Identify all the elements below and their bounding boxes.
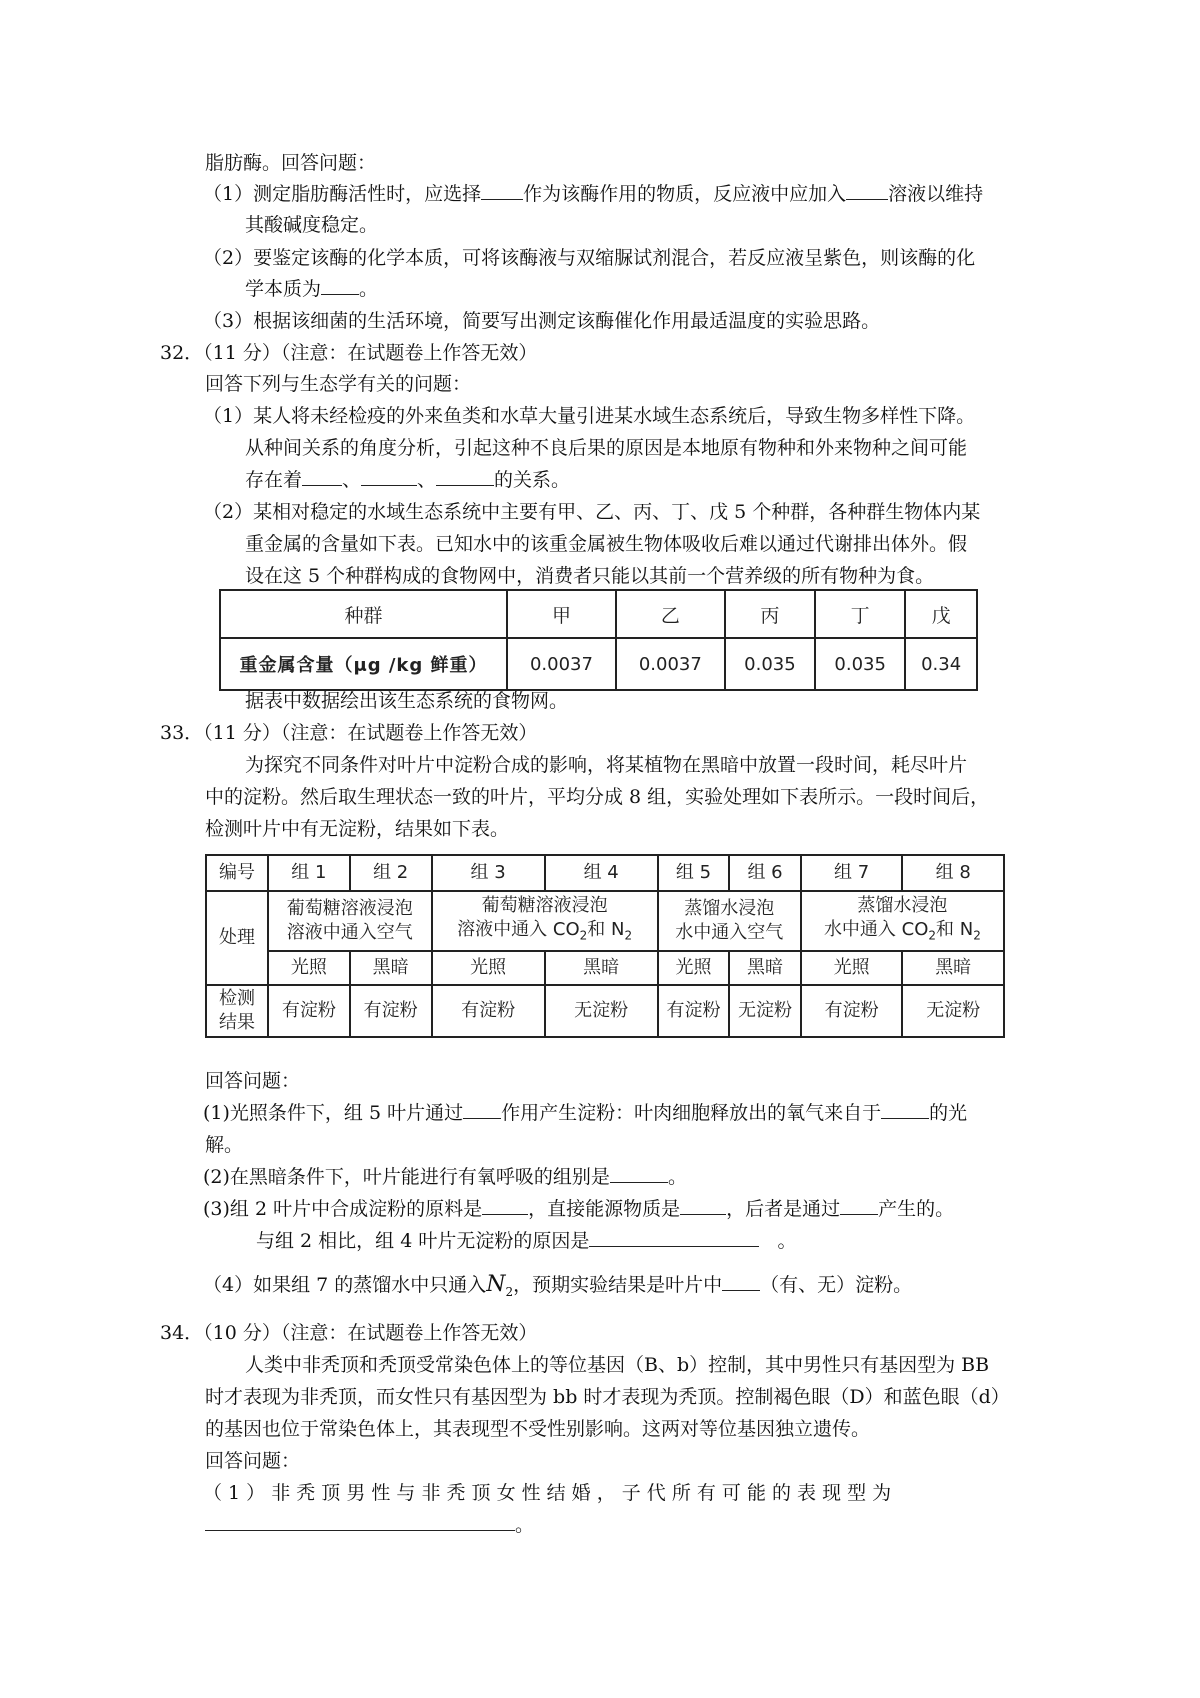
table-cell: 无淀粉 (729, 985, 801, 1037)
answer-blank (881, 1100, 929, 1119)
table-cell: 黑暗 (350, 951, 432, 985)
table-header-cell: 甲 (507, 590, 616, 638)
q31-part2-cont: 学本质为 。 (245, 278, 379, 300)
table-cell: 0.34 (905, 638, 977, 690)
q34-part1: （ 1 ） 非 秃 顶 男 性 与 非 秃 顶 女 性 结 婚 ， 子 代 所 有 可 能 的 表 现 型 为 (203, 1482, 892, 1504)
table-cell: 葡萄糖溶液浸泡 溶液中通入 $CO_2$和 $N_2$ (432, 891, 658, 951)
table-header-cell: 种群 (220, 590, 507, 638)
table-header-cell: 组 4 (545, 855, 658, 891)
table-cell: 葡萄糖溶液浸泡 溶液中通入空气 (268, 891, 432, 951)
answer-blank (302, 467, 342, 486)
table-row-label: 重金属含量（μg /kg 鲜重） (220, 638, 507, 690)
q31-part2: （2）要鉴定该酶的化学本质，可将该酶液与双缩脲试剂混合，若反应液呈紫色，则该酶的化 (203, 247, 976, 269)
table-header-cell: 组 3 (432, 855, 545, 891)
q31-part1: （1）测定脂肪酶活性时，应选择 作为该酶作用的物质，反应液中应加入 溶液以维持 (203, 183, 984, 205)
q33-part3: (3)组 2 叶片中合成淀粉的原料是 ，直接能源物质是 ，后者是通过 产生的。 (203, 1198, 955, 1220)
table-cell: 无淀粉 (902, 985, 1004, 1037)
table-header-cell: 丁 (815, 590, 905, 638)
q32-part2-line3: 设在这 5 个种群构成的食物网中，消费者只能以其前一个营养级的所有物种为食。 (245, 565, 935, 587)
q34-heading: 34．（10 分）（注意：在试题卷上作答无效） (160, 1322, 538, 1344)
table-cell: 有淀粉 (350, 985, 432, 1037)
table-cell: 0.035 (725, 638, 815, 690)
q33-line2: 中的淀粉。然后取生理状态一致的叶片，平均分成 8 组，实验处理如下表所示。一段时间后， (205, 786, 990, 808)
table-cell: 有淀粉 (268, 985, 350, 1037)
intro-tail: 脂肪酶。回答问题： (205, 152, 377, 174)
q33-part1: (1)光照条件下，组 5 叶片通过 作用产生淀粉：叶肉细胞释放出的氧气来自于 的光 (203, 1102, 968, 1124)
q32-part2-line2: 重金属的含量如下表。已知水中的该重金属被生物体吸收后难以通过代谢排出体外。假 (245, 533, 968, 555)
q34-part1-cont: 。 (205, 1512, 534, 1538)
starch-experiment-table (205, 854, 1005, 1038)
table-cell: 光照 (268, 951, 350, 985)
table-header-cell: 乙 (616, 590, 725, 638)
table-cell: 有淀粉 (658, 985, 730, 1037)
table-cell: 无淀粉 (545, 985, 658, 1037)
table-cell: 0.0037 (616, 638, 725, 690)
q34-line2: 时才表现为非秃顶，而女性只有基因型为 bb 时才表现为秃顶。控制褐色眼（D）和蓝色眼（d） (205, 1386, 1010, 1408)
table-cell: 蒸馏水浸泡 水中通入 $CO_2$和 $N_2$ (801, 891, 1004, 951)
table-cell: 黑暗 (729, 951, 801, 985)
table-cell: 蒸馏水浸泡 水中通入空气 (658, 891, 801, 951)
table-cell: 黑暗 (545, 951, 658, 985)
q32-heading: 32．（11 分）（注意：在试题卷上作答无效） (160, 342, 538, 364)
q32-after-table: 据表中数据绘出该生态系统的食物网。 (245, 690, 569, 712)
q33-heading: 33．（11 分）（注意：在试题卷上作答无效） (160, 722, 538, 744)
q32-part1: （1）某人将未经检疫的外来鱼类和水草大量引进某水域生态系统后，导致生物多样性下降。 (203, 405, 976, 427)
table-header-cell: 组 1 (268, 855, 350, 891)
table-cell: 黑暗 (902, 951, 1004, 985)
answer-blank (321, 276, 359, 295)
q34-answer-prompt: 回答问题： (205, 1450, 301, 1472)
table-row-label: 处理 (206, 891, 268, 985)
table-cell: 有淀粉 (432, 985, 545, 1037)
q33-part3-cont: 与组 2 相比，组 4 叶片无淀粉的原因是 。 (256, 1230, 797, 1252)
table-cell: 0.035 (815, 638, 905, 690)
heavy-metal-table (219, 589, 978, 691)
q31-part3: （3）根据该细菌的生活环境，简要写出测定该酶催化作用最适温度的实验思路。 (203, 310, 881, 332)
answer-blank (680, 1196, 726, 1215)
q34-line1: 人类中非秃顶和秃顶受常染色体上的等位基因（B、b）控制，其中男性只有基因型为 BB (245, 1354, 990, 1376)
answer-blank (481, 181, 523, 200)
q32-part2: （2）某相对稳定的水域生态系统中主要有甲、乙、丙、丁、戊 5 个种群，各种群生物体内某 (203, 501, 981, 523)
q33-part1-cont: 解。 (205, 1134, 244, 1156)
table-header-cell: 组 2 (350, 855, 432, 891)
answer-blank (463, 1100, 501, 1119)
q33-answer-prompt: 回答问题： (205, 1070, 301, 1092)
q32-intro: 回答下列与生态学有关的问题： (205, 373, 472, 395)
table-header-cell: 编号 (206, 855, 268, 891)
q33-part2: (2)在黑暗条件下，叶片能进行有氧呼吸的组别是 。 (203, 1166, 687, 1188)
answer-blank (722, 1272, 760, 1291)
table-cell: 0.0037 (507, 638, 616, 690)
table-header-cell: 组 6 (729, 855, 801, 891)
q32-part1-line3: 存在着 、 、 的关系。 (245, 469, 571, 491)
q33-part4: （4）如果组 7 的蒸馏水中只通入$N_2$，预期实验结果是叶片中 （有、无）淀粉。 (203, 1272, 913, 1299)
table-cell: 光照 (658, 951, 730, 985)
q33-line1: 为探究不同条件对叶片中淀粉合成的影响，将某植物在黑暗中放置一段时间，耗尽叶片 (245, 754, 968, 776)
answer-blank (205, 1512, 515, 1531)
q32-part1-line2: 从种间关系的角度分析，引起这种不良后果的原因是本地原有物种和外来物种之间可能 (245, 437, 968, 459)
table-cell: 有淀粉 (801, 985, 903, 1037)
answer-blank (436, 467, 494, 486)
table-header-cell: 组 8 (902, 855, 1004, 891)
table-row-label: 检测 结果 (206, 985, 268, 1037)
table-header-cell: 戊 (905, 590, 977, 638)
table-header-cell: 丙 (725, 590, 815, 638)
q34-line3: 的基因也位于常染色体上，其表现型不受性别影响。这两对等位基因独立遗传。 (205, 1418, 871, 1440)
table-cell: 光照 (801, 951, 903, 985)
table-cell: 光照 (432, 951, 545, 985)
answer-blank (610, 1164, 668, 1183)
answer-blank (846, 181, 888, 200)
table-header-cell: 组 7 (801, 855, 903, 891)
answer-blank (482, 1196, 528, 1215)
q31-part1-cont: 其酸碱度稳定。 (245, 214, 379, 236)
answer-blank (589, 1228, 759, 1247)
q33-line3: 检测叶片中有无淀粉，结果如下表。 (205, 818, 510, 840)
answer-blank (840, 1196, 878, 1215)
answer-blank (361, 467, 417, 486)
table-header-cell: 组 5 (658, 855, 730, 891)
